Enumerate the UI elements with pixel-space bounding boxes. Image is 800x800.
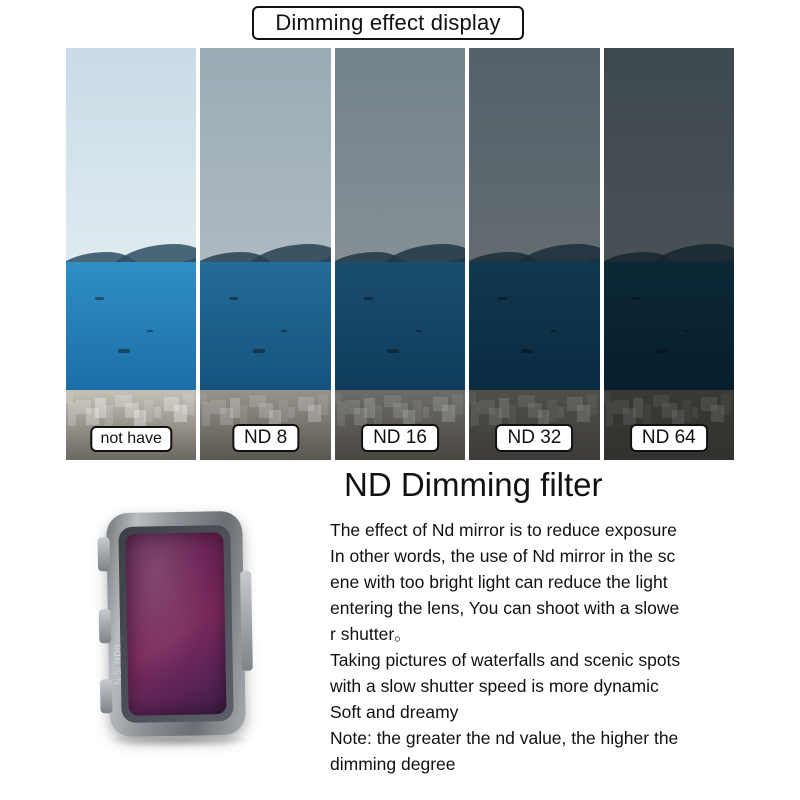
header-badge-label: Dimming effect display [275,10,501,35]
filter-notch-top [97,537,110,571]
filter-notch-mid [99,609,112,643]
filter-notch-right [240,571,253,671]
panel-label: not have [91,426,172,452]
nd-density-overlay [335,48,465,460]
panel-label: ND 32 [495,424,573,452]
nd-filter-product-photo [78,500,308,750]
description-line: The effect of Nd mirror is to reduce exposure [330,520,677,540]
nd-density-overlay [604,48,734,460]
panel-label: ND 16 [361,424,439,452]
filter-glass [125,532,226,716]
description-line: Taking pictures of waterfalls and scenic spots [330,650,681,670]
page-title: ND Dimming filter [344,466,603,503]
comparison-panel [604,48,734,460]
comparison-panel [200,48,330,460]
description-line: with a slow shutter speed is more dynamic [330,676,659,696]
filter-marking-label: NiSi ND8 [112,643,124,686]
description-line: entering the lens, You can shoot with a slowe [330,598,680,618]
description-block [330,518,730,778]
description-line: dimming degree [330,754,456,774]
nd-density-overlay [200,48,330,460]
filter-notch-bottom [100,679,113,713]
comparison-panel-strip [66,48,734,460]
panel-label: ND 64 [630,424,708,452]
description-line: Note: the greater the nd value, the higher the [330,728,679,748]
panel-label: ND 8 [232,424,299,452]
nd-density-overlay [469,48,599,460]
header-badge [252,6,524,40]
filter-frame [106,511,246,737]
description-line: ene with too bright light can reduce the light [330,572,668,592]
comparison-panel [335,48,465,460]
comparison-panel [469,48,599,460]
filter-inner-ring [118,525,233,723]
description-line: Soft and dreamy [330,702,459,722]
description-line: r shutter。 [330,624,412,644]
comparison-panel [66,48,196,460]
description-line: In other words, the use of Nd mirror in the sc [330,546,676,566]
